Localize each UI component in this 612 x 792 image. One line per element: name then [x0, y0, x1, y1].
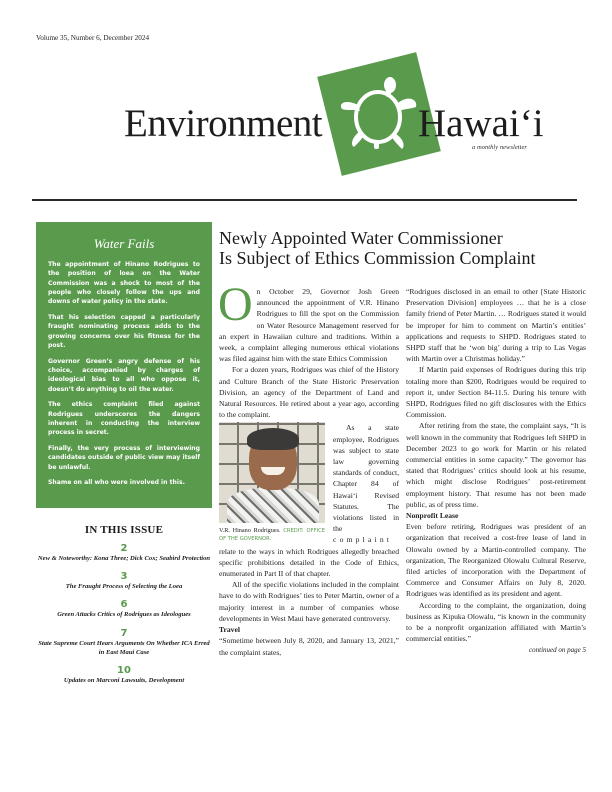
sea-turtle-icon — [328, 63, 430, 165]
editorial-paragraph: That his selection capped a particularly fraught nominating process adds to the growing concerns over his fitness for the post. — [48, 313, 200, 349]
article-paragraph: n October 29, Governor Josh Green announced the appointment of V.R. Hinano Rodrigues to fill the spot on the Commission on Water Resource Management reserved for an expert in Hawaiian culture and traditions. Within a week, a complaint alleging numerous ethical violations was filed against him with the state Ethics Commission — [219, 287, 399, 364]
paragraph-text: As a state employee, Rodrigues was subject to state law governing standards of conduct, Chapter 84 of Hawaiʻi Revised Statutes. The violations listed in the — [333, 423, 399, 534]
editorial-title: Water Fails — [93, 236, 155, 251]
article-paragraph: If Martin paid expenses of Rodrigues during this trip totaling more than $200, Rodrigues would be required to report it, under Section 84-11.5. During his tenure with SHPD, Rodrigues filed no gift disclosures with the Ethics Commission. — [406, 365, 586, 420]
article-column-1 — [218, 278, 399, 658]
subhead-nonprofit-lease: Nonprofit Lease — [406, 511, 459, 521]
headline-line: Newly Appointed Water Commissioner — [219, 228, 503, 248]
issue-item[interactable] — [36, 571, 212, 591]
article-paragraph: After retiring from the state, the complaint says, “It is well known in the community that Rodrigues left SHPD in December 2023 to go work for Martin or his related commercial entities in some capacity.” The governor has stated that Rodrigues’ critics should look at his resume, which might disclose Rodrigues’ post-retirement employment history. That resume has not been made public, as of press time. — [406, 421, 586, 509]
portrait-photo — [219, 422, 325, 523]
paragraph-text: relate to the ways in which Rodrigues allegedly breached specific prohibitions detailed in the Code of Ethics, enumerated in Part II of that chapter. — [219, 546, 399, 579]
in-this-issue-heading: IN THIS ISSUE — [84, 524, 164, 536]
issue-title: New & Noteworthy: Kona Three; Dick Cox; Seabird Protection — [37, 555, 211, 562]
masthead-tagline: a monthly newsletter — [472, 144, 527, 151]
issue-page-number: 7 — [120, 627, 128, 639]
article-paragraph: “Sometime between July 8, 2020, and January 13, 2021,” the complaint states, — [219, 636, 399, 657]
article-headline — [219, 228, 599, 268]
masthead — [0, 55, 612, 195]
masthead-title-right: Hawaiʻi — [418, 102, 544, 145]
editorial-paragraph: The ethics complaint filed against Rodrigues underscores the dangers inherent in conducting the interview process in secret. — [48, 401, 200, 437]
issue-item[interactable] — [36, 628, 212, 657]
paragraph-text: complaint — [333, 535, 393, 545]
editorial-paragraph: Shame on all who were involved in this. — [48, 479, 185, 487]
drop-cap: O — [218, 278, 253, 331]
article-paragraph: For a dozen years, Rodrigues was chief of the History and Culture Branch of the State Historic Preservation Division, an agency of the Department of Land and Natural Resources. He retired about a year ago, according to the complaint. — [219, 365, 399, 420]
issue-page-number: 10 — [117, 665, 131, 677]
masthead-divider — [32, 199, 577, 201]
issue-page-number: 2 — [120, 543, 128, 554]
issue-item[interactable] — [36, 599, 212, 619]
subhead-travel: Travel — [219, 625, 240, 635]
issue-item[interactable] — [36, 543, 212, 563]
editorial-paragraph: Finally, the very process of interviewing candidates outside of public view may itself be unlawful. — [48, 445, 200, 471]
issue-title: State Supreme Court Hears Arguments On Whether ICA Erred in East Maui Case — [38, 639, 210, 656]
article-column-2 — [406, 286, 586, 656]
issue-page-number: 6 — [120, 599, 128, 611]
editorial-paragraph: Governor Green’s angry defense of his choice, accompanied by charges of ideological bias to all who oppose it, doesn’t do anything to oil the water. — [48, 357, 200, 393]
editorial-paragraph: The appointment of Hinano Rodrigues to the position of loea on the Water Commission was a shock to most of the people who closely follow the ups and downs of water policy in the state. — [48, 261, 200, 306]
issue-page-number: 3 — [120, 571, 128, 583]
in-this-issue — [36, 524, 212, 693]
article-paragraph: Even before retiring, Rodrigues was president of an organization that received a cost-free lease of land in Olowalu owned by a Martin-controlled company. The organization, The Reorganized Olowalu Cultural Reserve, filed articles of incorporation with the Department of Commerce and Consumer Affairs on July 8, 2020. Rodrigues was identified as its president and agent. — [406, 522, 586, 599]
editorial-box — [36, 222, 212, 508]
headline-line: Is Subject of Ethics Commission Complaint — [219, 248, 536, 268]
continued-link[interactable]: continued on page 5 — [529, 645, 586, 654]
masthead-title-left: Environment — [124, 102, 323, 145]
volume-issue-line: Volume 35, Number 6, December 2024 — [36, 34, 150, 42]
article-paragraph: “Rodrigues disclosed in an email to other [State Historic Preservation Division] employees … that he is a close family friend of Peter Martin. … Rodrigues stated it would be improper for him to comment on Martin’s entities’ applications and requests to SHPD. Rodrigues stated to SHPD staff that he ‘won big’ during a trip to Las Vegas with Martin over a Christmas holiday.” — [406, 287, 586, 364]
article-paragraph: According to the complaint, the organization, doing business as Kipuka Olowalu, “is known in the community to be a nonprofit organization affiliated with Martin’s commercial entities.” — [406, 600, 586, 644]
article-paragraph: All of the specific violations included in the complaint have to do with Rodrigues’ ties to Peter Martin, owner of a majority interest in a number of companies whose developments in West Maui have generated controversy. — [219, 580, 399, 623]
photo-credit: CREDIT: OFFICE OF THE GOVERNOR. — [219, 528, 325, 543]
issue-title: The Fraught Process of Selecting the Loea — [65, 583, 183, 591]
caption-text: V.R. Hinano Rodrigues. — [219, 527, 281, 535]
article-photo — [219, 422, 325, 543]
issue-title: Updates on Marconi Lawsuits, Development — [63, 677, 185, 685]
issue-item[interactable] — [36, 665, 212, 685]
photo-caption — [219, 527, 325, 543]
issue-title: Green Attacks Critics of Rodrigues as Ideologues — [57, 611, 191, 619]
